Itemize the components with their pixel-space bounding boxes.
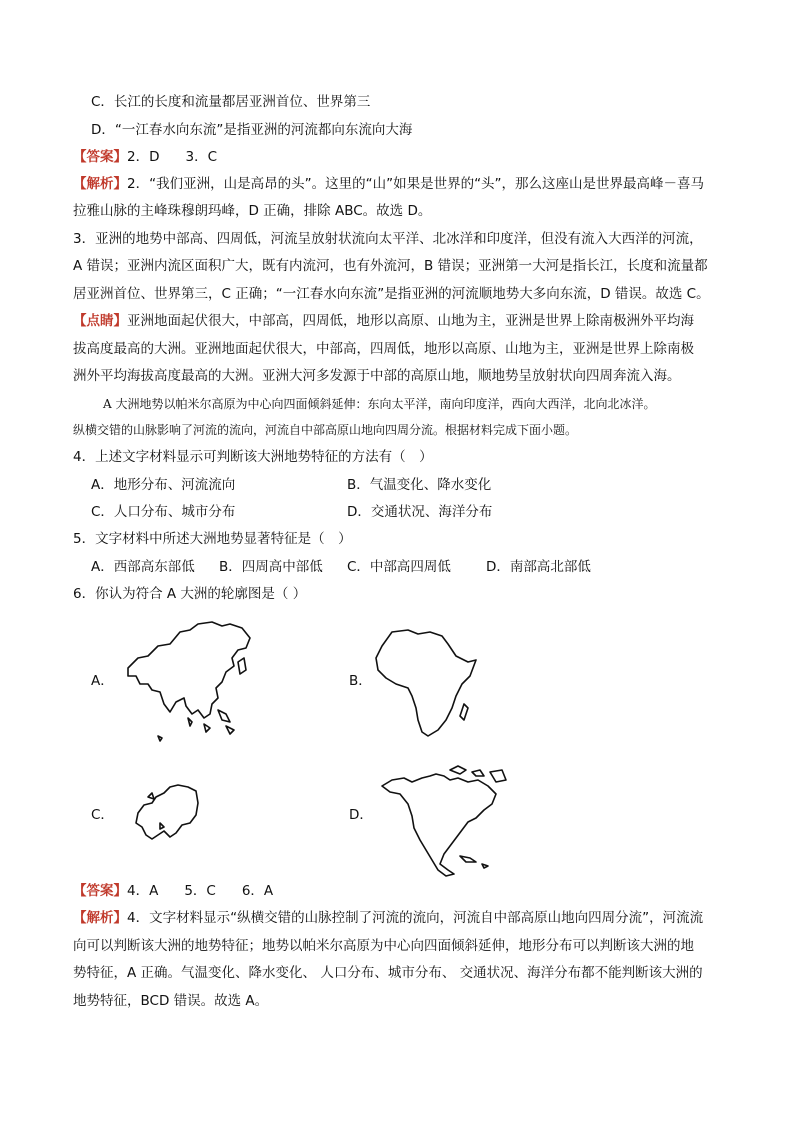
answer-tag: 【答案】 <box>73 149 127 165</box>
africa-outline-icon <box>372 626 480 742</box>
analysis-2-line-4: 地势特征，BCD 错误。故选 A。 <box>73 993 269 1009</box>
question-6-stem: 6．你认为符合 A 大洲的轮廓图是（ ） <box>73 586 307 602</box>
question-4-option-b: B．气温变化、降水变化 <box>347 477 492 493</box>
question-4-option-d: D．交通状况、海洋分布 <box>347 504 493 520</box>
tip-tag: 【点睛】 <box>73 313 127 329</box>
europe-outline-icon <box>130 783 200 843</box>
tip-line-2: 拔高度最高的大洲。亚洲地面起伏很大，中部高，四周低，地形以高原、山地为主，亚洲是世界上除南极 <box>73 341 694 357</box>
map-option-a-label: A． <box>91 673 114 689</box>
map-option-d-label: D． <box>349 807 373 823</box>
question-5-option-b: B．四周高中部低 <box>219 559 323 575</box>
material-line-2: 纵横交错的山脉影响了河流的流向，河流自中部高原山地向四周分流。根据材料完成下面小题。 <box>73 423 578 437</box>
analysis-2-text-1: 4．文字材料显示“纵横交错的山脉控制了河流的流向，河流自中部高原山地向四周分流”，河流流 <box>127 910 704 926</box>
material-line-1: A 大洲地势以帕米尔高原为中心向四面倾斜延伸：东向太平洋，南向印度洋，西向大西洋，北向北冰洋。 <box>103 397 656 411</box>
option-c-prev: C．长江的长度和流量都居亚洲首位、世界第三 <box>91 94 371 110</box>
answer-row-1 <box>73 147 217 167</box>
analysis-1-line-5: 居亚洲首位、世界第三，C 正确；“一江春水向东流”是指亚洲的河流顺地势大多向东流，D 错误。故选 C。 <box>73 286 710 302</box>
answer-4: 4．A <box>127 883 159 899</box>
answer-tag-2: 【答案】 <box>73 883 127 899</box>
analysis-1-line-4: A 错误；亚洲内流区面积广大，既有内流河，也有外流河，B 错误；亚洲第一大河是指长江，长度和流量都 <box>73 258 708 274</box>
answer-row-2 <box>73 881 273 901</box>
question-5-option-c: C．中部高四周低 <box>347 559 451 575</box>
answer-3: 3．C <box>185 149 217 165</box>
question-5-stem: 5．文字材料中所述大洲地势显著特征是（ ） <box>73 531 352 547</box>
question-5-option-a: A．西部高东部低 <box>91 559 195 575</box>
tip-line-3: 洲外平均海拔高度最高的大洲。亚洲大河多发源于中部的高原山地，顺地势呈放射状向四周奔流入海。 <box>73 368 681 384</box>
analysis-1-line-1 <box>73 174 704 194</box>
tip-text-1: 亚洲地面起伏很大，中部高，四周低，地形以高原、山地为主，亚洲是世界上除南极洲外平均海 <box>127 313 694 329</box>
question-4-option-a: A．地形分布、河流流向 <box>91 477 236 493</box>
north-america-outline-icon <box>378 764 510 878</box>
answer-5: 5．C <box>184 883 216 899</box>
tip-line-1 <box>73 311 694 331</box>
analysis-tag: 【解析】 <box>73 176 127 192</box>
analysis-2-line-1 <box>73 908 703 928</box>
question-4-option-c: C．人口分布、城市分布 <box>91 504 236 520</box>
map-option-c-label: C． <box>91 807 114 823</box>
question-4-stem: 4．上述文字材料显示可判断该大洲地势特征的方法有（ ） <box>73 449 433 465</box>
analysis-1-text-1: 2．“我们亚洲，山是高昂的头”。这里的“山”如果是世界的“头”，那么这座山是世界最高峰－喜马 <box>127 176 705 192</box>
map-option-b-label: B． <box>349 673 372 689</box>
analysis-2-line-3: 势特征，A 正确。气温变化、降水变化、 人口分布、城市分布、 交通状况、海洋分布都不能判断该大洲的 <box>73 965 703 981</box>
analysis-2-line-2: 向可以判断该大洲的地势特征；地势以帕米尔高原为中心向四面倾斜延伸，地形分布可以判断该大洲的地 <box>73 938 694 954</box>
answer-6: 6．A <box>241 883 274 899</box>
question-5-option-d: D．南部高北部低 <box>486 559 591 575</box>
answer-2: 2．D <box>127 149 160 165</box>
analysis-1-line-2: 拉雅山脉的主峰珠穆朗玛峰，D 正确，排除 ABC。故选 D。 <box>73 203 432 219</box>
asia-outline-icon <box>118 618 256 742</box>
option-d-prev: D．“一江春水向东流”是指亚洲的河流都向东流向大海 <box>91 122 413 138</box>
analysis-1-line-3: 3．亚洲的地势中部高、四周低，河流呈放射状流向太平洋、北冰洋和印度洋，但没有流入大西洋的河流， <box>73 231 703 247</box>
analysis-tag-2: 【解析】 <box>73 910 127 926</box>
